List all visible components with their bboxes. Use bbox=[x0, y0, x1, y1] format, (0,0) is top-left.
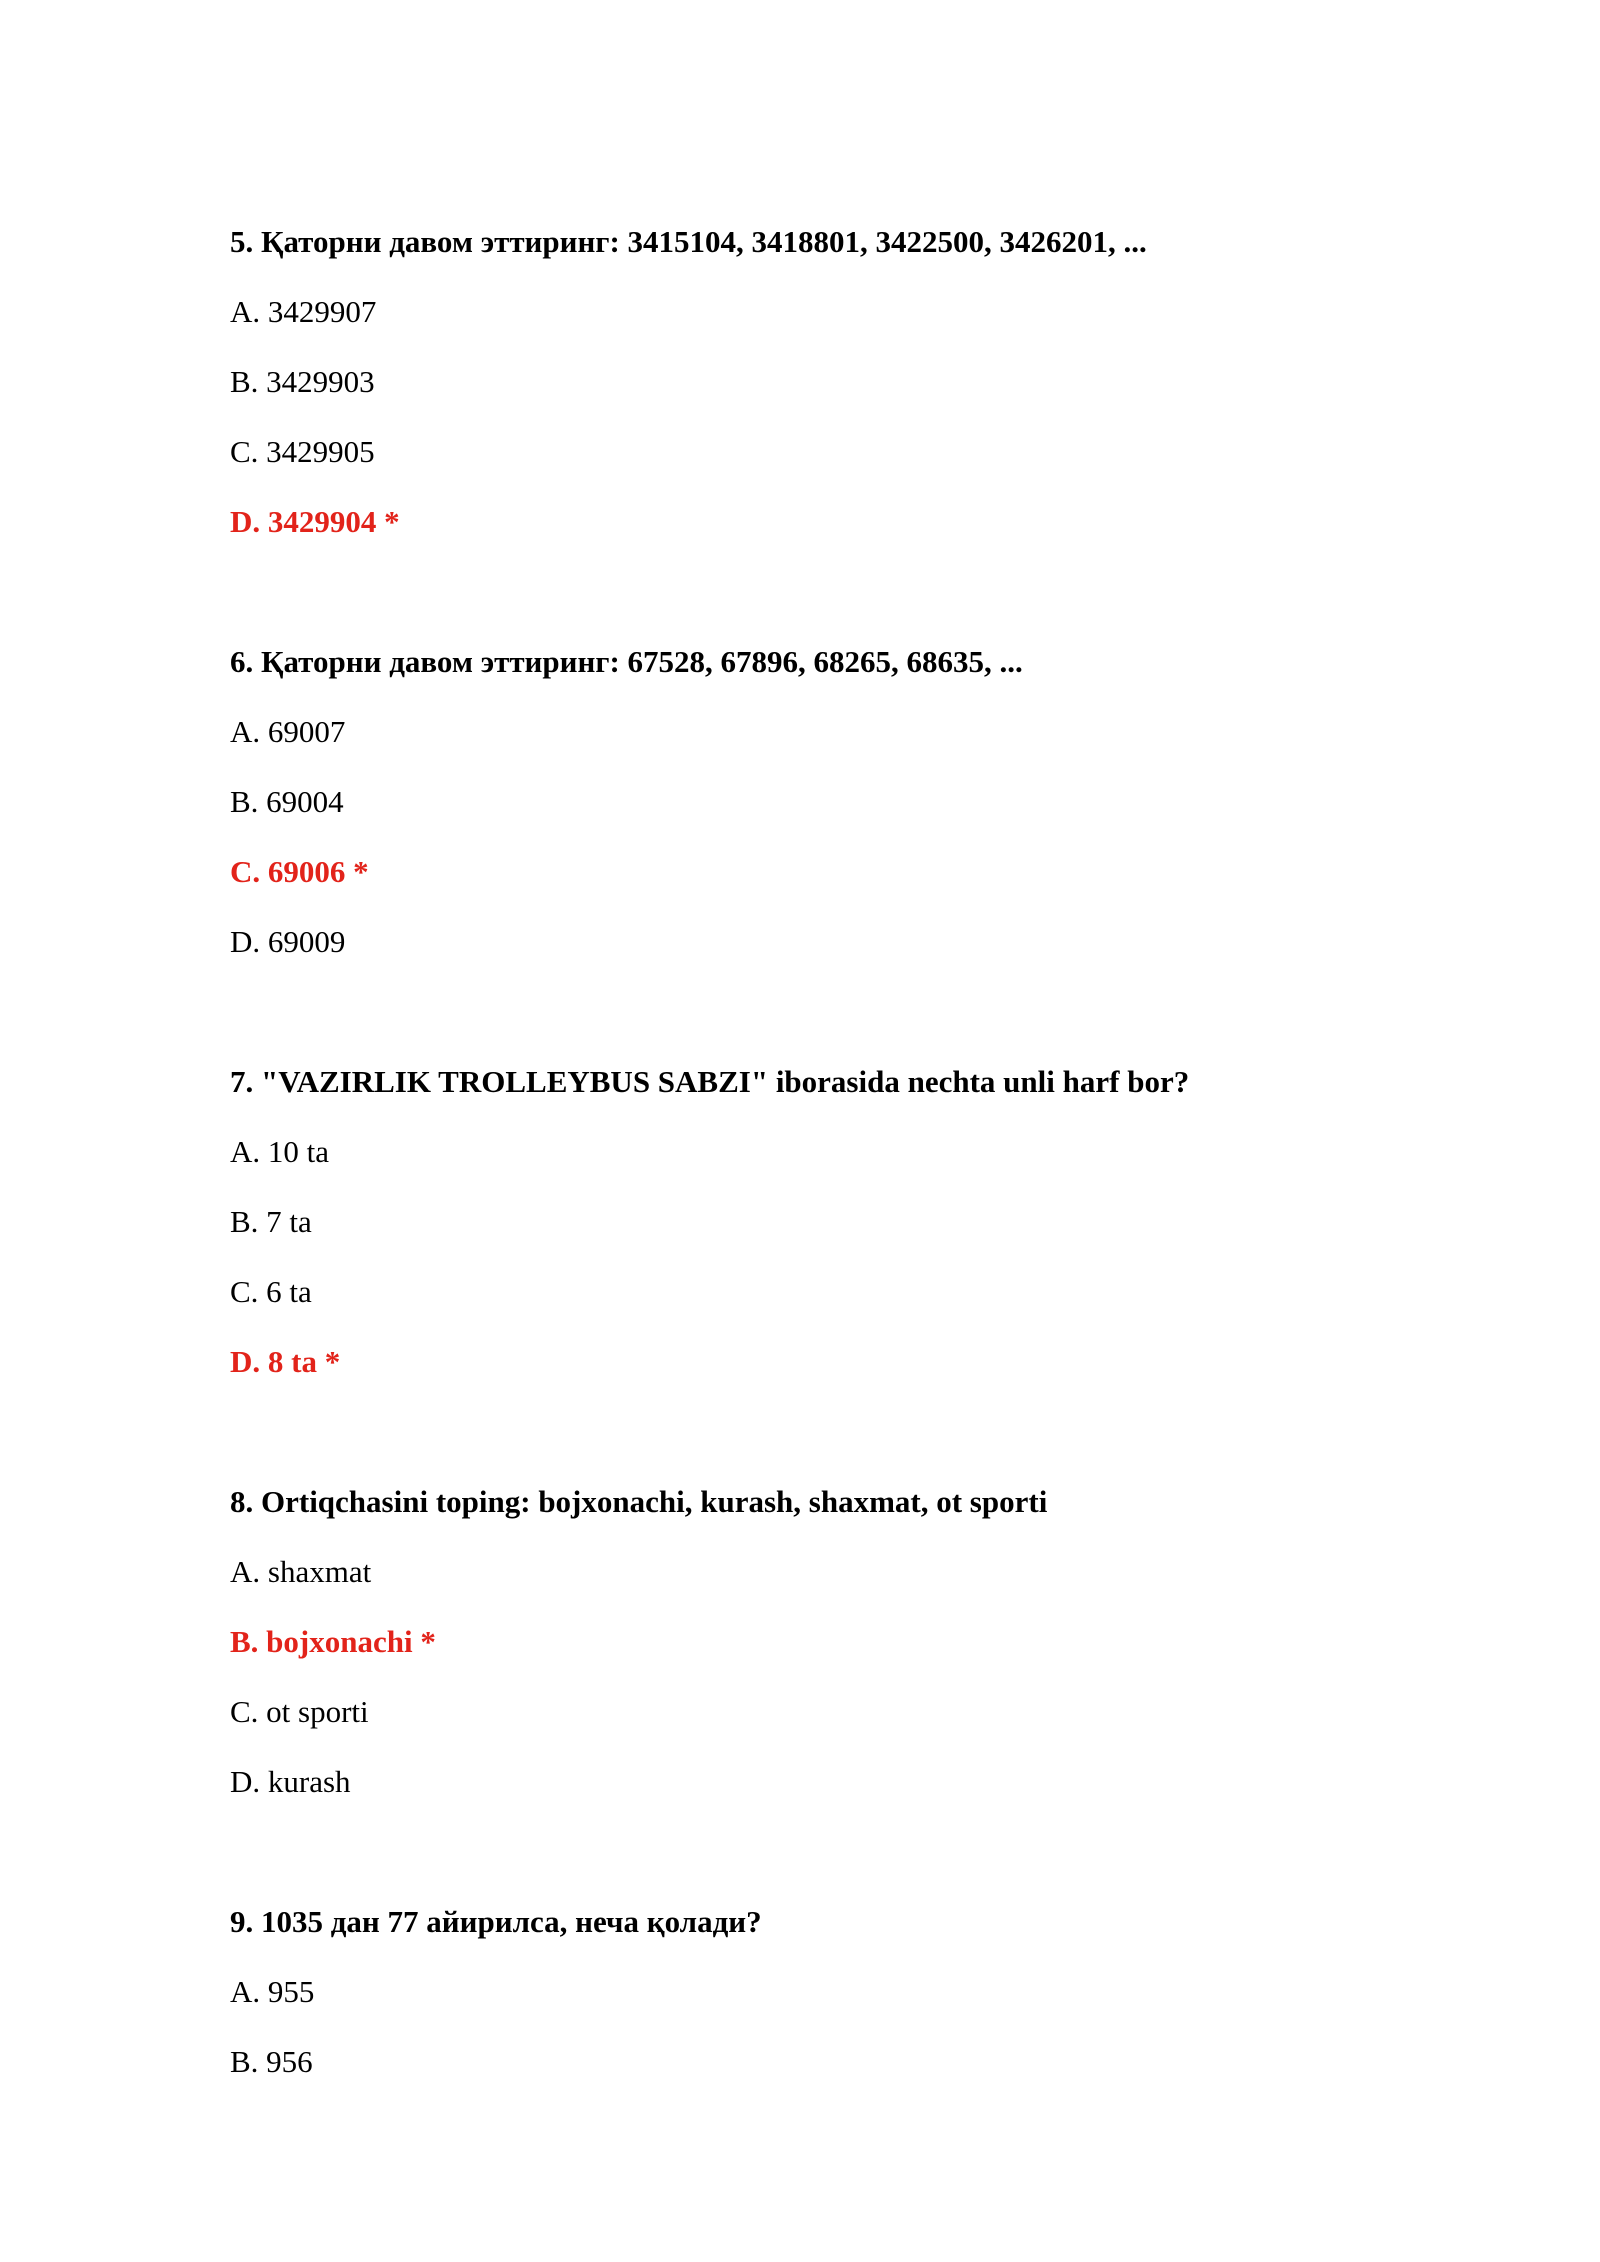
option-d-correct: D. 8 ta * bbox=[230, 1344, 341, 1379]
option-a: A. 955 bbox=[230, 1974, 315, 2009]
option-a: A. 10 ta bbox=[230, 1134, 330, 1169]
option-b: B. 956 bbox=[230, 2044, 313, 2079]
option-a: A. 69007 bbox=[230, 714, 346, 749]
question-text: 7. "VAZIRLIK TROLLEYBUS SABZI" iborasida nechta unli harf bor? bbox=[230, 1064, 1190, 1099]
question-5 bbox=[230, 222, 1510, 542]
option-d: D. kurash bbox=[230, 1764, 351, 1799]
question-6 bbox=[230, 642, 1510, 962]
option-d-correct: D. 3429904 * bbox=[230, 504, 400, 539]
option-b-correct: B. bojxonachi * bbox=[230, 1624, 436, 1659]
option-d: D. 69009 bbox=[230, 924, 346, 959]
option-c: C. 3429905 bbox=[230, 434, 375, 469]
question-text: 9. 1035 дан 77 айирилса, неча қолади? bbox=[230, 1904, 762, 1939]
option-c: C. 6 ta bbox=[230, 1274, 312, 1309]
option-b: B. 3429903 bbox=[230, 364, 375, 399]
question-7 bbox=[230, 1062, 1510, 1382]
option-b: B. 7 ta bbox=[230, 1204, 312, 1239]
question-text: 6. Қаторни давом эттиринг: 67528, 67896, 68265, 68635, ... bbox=[230, 644, 1023, 679]
question-text: 8. Ortiqchasini toping: bojxonachi, kurash, shaxmat, ot sporti bbox=[230, 1484, 1048, 1519]
option-a: A. 3429907 bbox=[230, 294, 377, 329]
option-c: C. ot sporti bbox=[230, 1694, 369, 1729]
question-text: 5. Қаторни давом эттиринг: 3415104, 3418801, 3422500, 3426201, ... bbox=[230, 224, 1147, 259]
option-c-correct: C. 69006 * bbox=[230, 854, 369, 889]
question-9 bbox=[230, 1902, 1510, 2082]
question-8 bbox=[230, 1482, 1510, 1802]
option-b: B. 69004 bbox=[230, 784, 344, 819]
option-a: A. shaxmat bbox=[230, 1554, 372, 1589]
